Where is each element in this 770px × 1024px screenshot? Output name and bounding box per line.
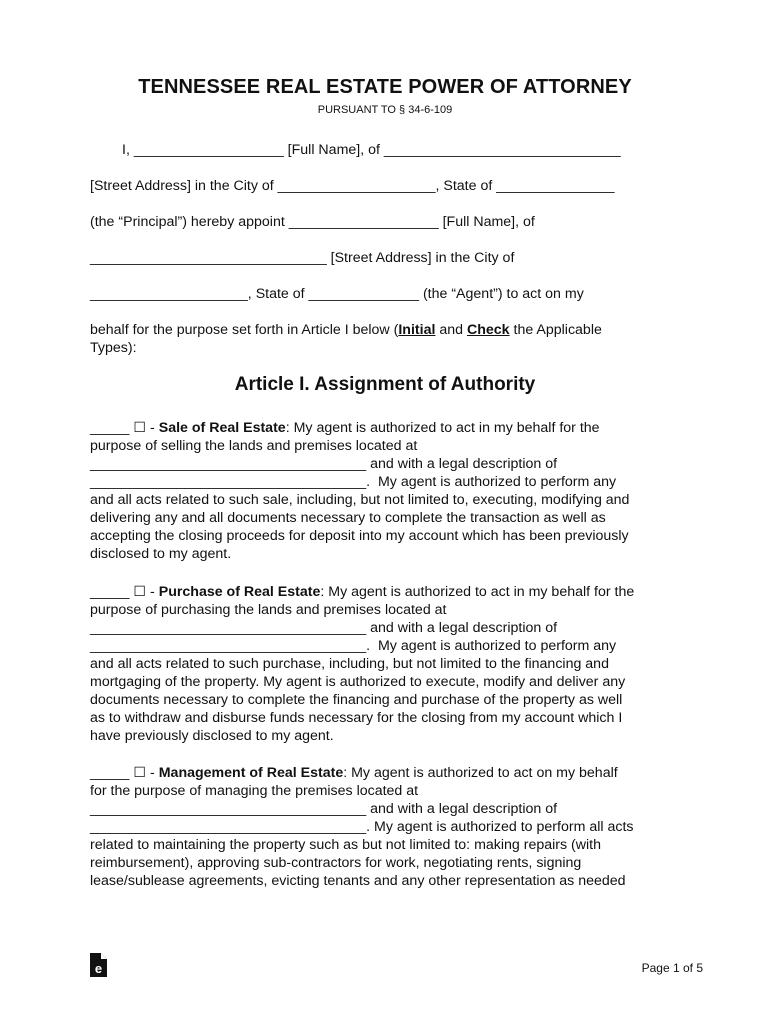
page-number: Page 1 of 5 xyxy=(641,961,703,975)
document-subtitle: PURSUANT TO § 34-6-109 xyxy=(317,104,453,116)
sale-line-6: delivering any and all documents necessary to complete the transaction as well as xyxy=(90,510,606,526)
sale-line-5: and all acts related to such sale, including, but not limited to, executing, modifying and xyxy=(90,492,630,508)
purchase-line-5: and all acts related to such purchase, including, but not limited to the financing and xyxy=(90,656,609,672)
sale-line-7: accepting the closing proceeds for deposit into my account which has been previously xyxy=(90,528,629,544)
purchase-line-9: have previously disclosed to my agent. xyxy=(90,728,334,744)
management-line-3: ___________________________________ and with a legal description of xyxy=(90,801,558,817)
intro-line-1: I, ___________________ [Full Name], of ______________________________ xyxy=(122,142,621,158)
sale-line-1 xyxy=(90,419,600,437)
management-initial-checkbox[interactable]: _____ ☐ - xyxy=(90,765,159,781)
purchase-label: Purchase of Real Estate xyxy=(158,584,321,600)
purchase-text: : My agent is authorized to act in my behalf for the xyxy=(320,584,635,600)
purchase-line-3: ___________________________________ and with a legal description of xyxy=(90,620,558,636)
management-line-6: reimbursement), approving sub-contractors for work, negotiating rents, signing xyxy=(90,855,582,871)
sale-label: Sale of Real Estate xyxy=(158,420,286,436)
sale-line-2: purpose of selling the lands and premises located at xyxy=(90,438,418,454)
purchase-line-2: purpose of purchasing the lands and premises located at xyxy=(90,602,447,618)
intro-line-5: ____________________, State of ______________ (the “Agent”) to act on my xyxy=(90,286,584,302)
management-line-7: lease/sublease agreements, evicting tenants and any other representation as needed xyxy=(90,873,626,889)
purchase-line-1 xyxy=(90,583,634,601)
intro-text: the Applicable xyxy=(509,322,602,338)
intro-line-2: [Street Address] in the City of ____________________, State of _______________ xyxy=(90,178,615,194)
svg-text:e: e xyxy=(94,961,103,976)
intro-text: behalf for the purpose set forth in Article I below ( xyxy=(90,322,399,338)
purchase-line-6: mortgaging of the property. My agent is authorized to execute, modify and deliver any xyxy=(90,674,626,690)
sale-line-3: ___________________________________ and with a legal description of xyxy=(90,456,558,472)
management-label: Management of Real Estate xyxy=(158,765,344,781)
sale-text: : My agent is authorized to act in my behalf for the xyxy=(285,420,600,436)
purchase-line-4: ___________________________________. My agent is authorized to perform any xyxy=(90,638,617,654)
intro-line-6 xyxy=(90,321,602,339)
initial-emphasis: Initial xyxy=(398,322,436,338)
check-emphasis: Check xyxy=(466,322,510,338)
document-title: TENNESSEE REAL ESTATE POWER OF ATTORNEY xyxy=(138,76,632,98)
management-line-4: ___________________________________. My agent is authorized to perform all acts xyxy=(90,819,634,835)
sale-initial-checkbox[interactable]: _____ ☐ - xyxy=(90,420,159,436)
intro-line-4: ______________________________ [Street Address] in the City of xyxy=(90,250,515,266)
intro-text: and xyxy=(435,322,467,338)
intro-line-3: (the “Principal”) hereby appoint ___________________ [Full Name], of xyxy=(90,214,535,230)
management-text: : My agent is authorized to act on my behalf xyxy=(343,765,618,781)
article-heading: Article I. Assignment of Authority xyxy=(234,374,536,395)
management-line-2: for the purpose of managing the premises located at xyxy=(90,783,419,799)
sale-line-4: ___________________________________. My agent is authorized to perform any xyxy=(90,474,617,490)
purchase-line-7: documents necessary to complete the financing and purchase of the property as well xyxy=(90,692,623,708)
purchase-initial-checkbox[interactable]: _____ ☐ - xyxy=(90,584,159,600)
purchase-line-8: as to withdraw and disburse funds necessary for the closing from my account which I xyxy=(90,710,623,726)
management-line-5: related to maintaining the property such as but not limited to: making repairs (with xyxy=(90,837,602,853)
management-line-1 xyxy=(90,764,618,782)
sale-line-8: disclosed to my agent. xyxy=(90,546,232,562)
intro-line-7: Types): xyxy=(90,340,137,356)
eforms-logo-icon xyxy=(88,952,108,978)
